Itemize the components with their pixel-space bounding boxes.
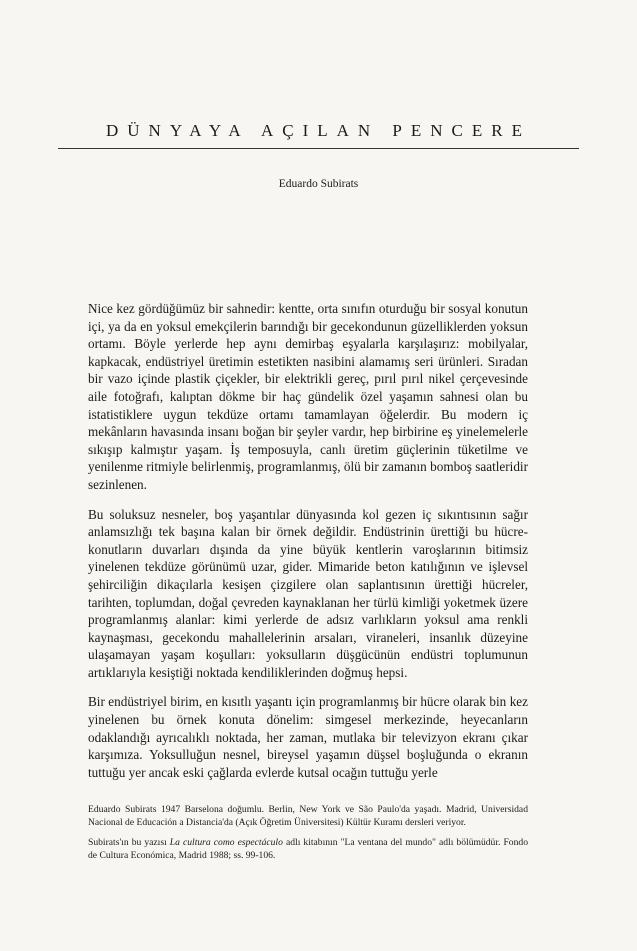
author-name: Eduardo Subirats bbox=[278, 178, 359, 190]
paragraph: Nice kez gördüğümüz bir sahnedir: kentte, orta sınıfın oturduğu bir sosyal konutun içi, ya da en yoksul emekçilerin barındığı bir gecekondunun güzelliklerden yoksun ortamı. Böyle yerlerde hep aynı demirbaş eşyalarla karşılaşırız: mobilyalar, kapkacak, endüstriyel üretimin estetikten nasibini alamamış seri ürünleri. Sıradan bir vazo içinde plastik çiçekler, bir elektrikli gereç, pırıl pırıl nikel çerçevesinde aile fotoğrafı, kalıptan dökme bir haç gündelik özel yaşamın sahnesi olan bu istatistiklere uygun tekdüze ortamı tamamlayan öğelerdir. Bu modern iç mekânların havasında insanı boğan bir şeyler vardır, hep birbirine eş yinelemelerle sıkışıp kalmıştır yaşam. İş temposuyla, canlı üretim güçlerinin tüketilme ve yenilenme ritmiyle belirlenmiş, programlanmış, ölü bir zamanın bomboş saatleridir sezinlenen. bbox=[88, 301, 528, 492]
source-note bbox=[88, 836, 528, 862]
source-prefix: Subirats'ın bu yazısı bbox=[88, 837, 170, 848]
footnotes bbox=[88, 803, 528, 869]
paragraph: Bu soluksuz nesneler, boş yaşantılar dünyasında kol gezen iç sıkıntısının sağır anlamsızlığı tek başına kalan bir örnek değildir. Endüstrinin ürettiği bu hücre-konutların duvarları dışında da yine büyük kentlerin varoşlarının bitimsiz yinelenen tekdüze görünümü uzar, gider. Mimaride beton katılığının ve işlevsel şehirciliğin dikaçılarla kesişen çizgilere olan saplantısının ürettiği hücreler, tarihten, toplumdan, doğal çevreden kaynaklanan her türlü kimliği yoketmek üzere programlanmış alanlar: kimi yerlerde de adsız varlıkların yoksul ama renkli kaynaşması, gecekondu mahallelerinin arsaları, viraneleri, insanlık düzeyine ulaşamayan yaşam koşulları: yoksulların düşgücünün endüstri toplumunun artıklarıyla kesiştiği noktada kendiliklerinden doğmuş hepsi. bbox=[88, 506, 528, 680]
article-body bbox=[88, 300, 528, 793]
header-rule bbox=[58, 148, 579, 149]
paragraph: Bir endüstriyel birim, en kısıtlı yaşantı için programlanmış bir hücre olarak bin kez yinelenen bu örnek konuta dönelim: simgesel merkezinde, heyecanların odaklandığı ayrıcalıklı noktada, her zaman, mutlaka bir televizyon ekranı çıkar karşımıza. Yoksulluğun nesnel, bireysel yaşamın düşsel boşluğunda o ekranın tuttuğu yer ancak eski çağlarda evlerde kutsal ocağın tuttuğu yerle bbox=[88, 694, 528, 780]
source-suffix: adlı kitabının "La ventana del mundo" adlı bölümüdür. Fondo de Cultura Económica, Madrid 1988; ss. 99-106. bbox=[88, 837, 528, 861]
source-book-title: La cultura como espectáculo bbox=[169, 837, 283, 848]
author-bio-note: Eduardo Subirats 1947 Barselona doğumlu. Berlin, New York ve São Paulo'da yaşadı. Madrid, Universidad Nacional de Educación a Distancia'da (Açık Öğretim Üniversitesi) Kültür Kuramı dersleri veriyor. bbox=[88, 804, 528, 828]
section-title: DÜNYAYA AÇILAN PENCERE bbox=[105, 121, 531, 140]
